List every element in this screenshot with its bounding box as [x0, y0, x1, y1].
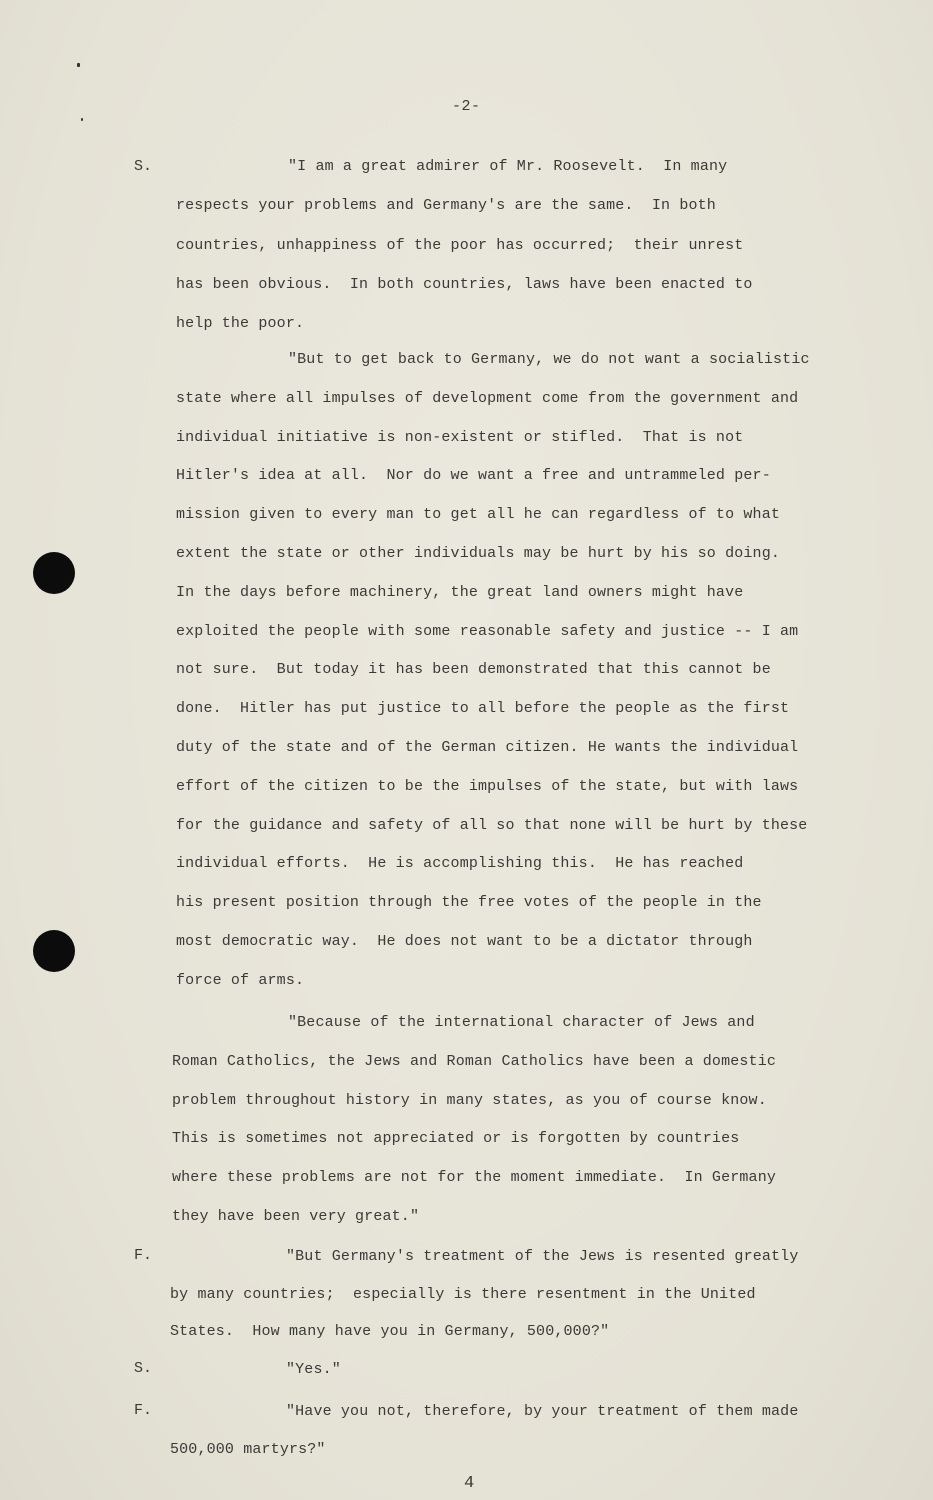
text-line: has been obvious. In both countries, laws have been enacted to	[176, 276, 753, 293]
punch-hole-bottom	[33, 930, 75, 972]
text-line: extent the state or other individuals may be hurt by his so doing.	[176, 545, 780, 562]
text-line: done. Hitler has put justice to all before the people as the first	[176, 700, 790, 717]
text-line: exploited the people with some reasonable safety and justice -- I am	[176, 623, 799, 640]
text-line: "Because of the international character of Jews and	[288, 1014, 755, 1031]
page-number: -2-	[452, 98, 481, 115]
text-line: "But to get back to Germany, we do not want a socialistic	[288, 351, 810, 368]
text-line: for the guidance and safety of all so that none will be hurt by these	[176, 817, 808, 834]
text-line: Hitler's idea at all. Nor do we want a free and untrammeled per-	[176, 467, 771, 484]
punch-hole-top	[33, 552, 75, 594]
text-line: effort of the citizen to be the impulses of the state, but with laws	[176, 778, 799, 795]
speaker-label: F.	[134, 1247, 153, 1264]
text-line: In the days before machinery, the great land owners might have	[176, 584, 744, 601]
text-line: where these problems are not for the moment immediate. In Germany	[172, 1169, 776, 1186]
text-line: state where all impulses of development come from the government and	[176, 390, 799, 407]
speaker-label: S.	[134, 1360, 153, 1377]
text-line: individual efforts. He is accomplishing this. He has reached	[176, 855, 744, 872]
speaker-label: S.	[134, 158, 153, 175]
text-line: help the poor.	[176, 315, 305, 332]
text-line: individual initiative is non-existent or stifled. That is not	[176, 429, 744, 446]
text-line: mission given to every man to get all he can regardless of to what	[176, 506, 780, 523]
margin-speck	[77, 63, 80, 67]
text-line: duty of the state and of the German citizen. He wants the individual	[176, 739, 799, 756]
text-line: not sure. But today it has been demonstrated that this cannot be	[176, 661, 771, 678]
footer-mark: 4	[464, 1474, 475, 1493]
text-line: This is sometimes not appreciated or is forgotten by countries	[172, 1130, 740, 1147]
text-line: they have been very great."	[172, 1208, 420, 1225]
text-line: "But Germany's treatment of the Jews is resented greatly	[286, 1248, 799, 1265]
margin-speck	[81, 118, 83, 121]
text-line: "I am a great admirer of Mr. Roosevelt. In many	[288, 158, 728, 175]
text-line: States. How many have you in Germany, 500,000?"	[170, 1323, 610, 1340]
text-line: problem throughout history in many states, as you of course know.	[172, 1092, 767, 1109]
text-line: Roman Catholics, the Jews and Roman Catholics have been a domestic	[172, 1053, 776, 1070]
text-line: force of arms.	[176, 972, 305, 989]
text-line: "Yes."	[286, 1361, 341, 1378]
text-line: "Have you not, therefore, by your treatment of them made	[286, 1403, 799, 1420]
text-line: countries, unhappiness of the poor has occurred; their unrest	[176, 237, 744, 254]
text-line: 500,000 martyrs?"	[170, 1441, 326, 1458]
text-line: most democratic way. He does not want to be a dictator through	[176, 933, 753, 950]
text-line: respects your problems and Germany's are the same. In both	[176, 197, 716, 214]
text-line: by many countries; especially is there resentment in the United	[170, 1286, 756, 1303]
speaker-label: F.	[134, 1402, 153, 1419]
text-line: his present position through the free votes of the people in the	[176, 894, 762, 911]
